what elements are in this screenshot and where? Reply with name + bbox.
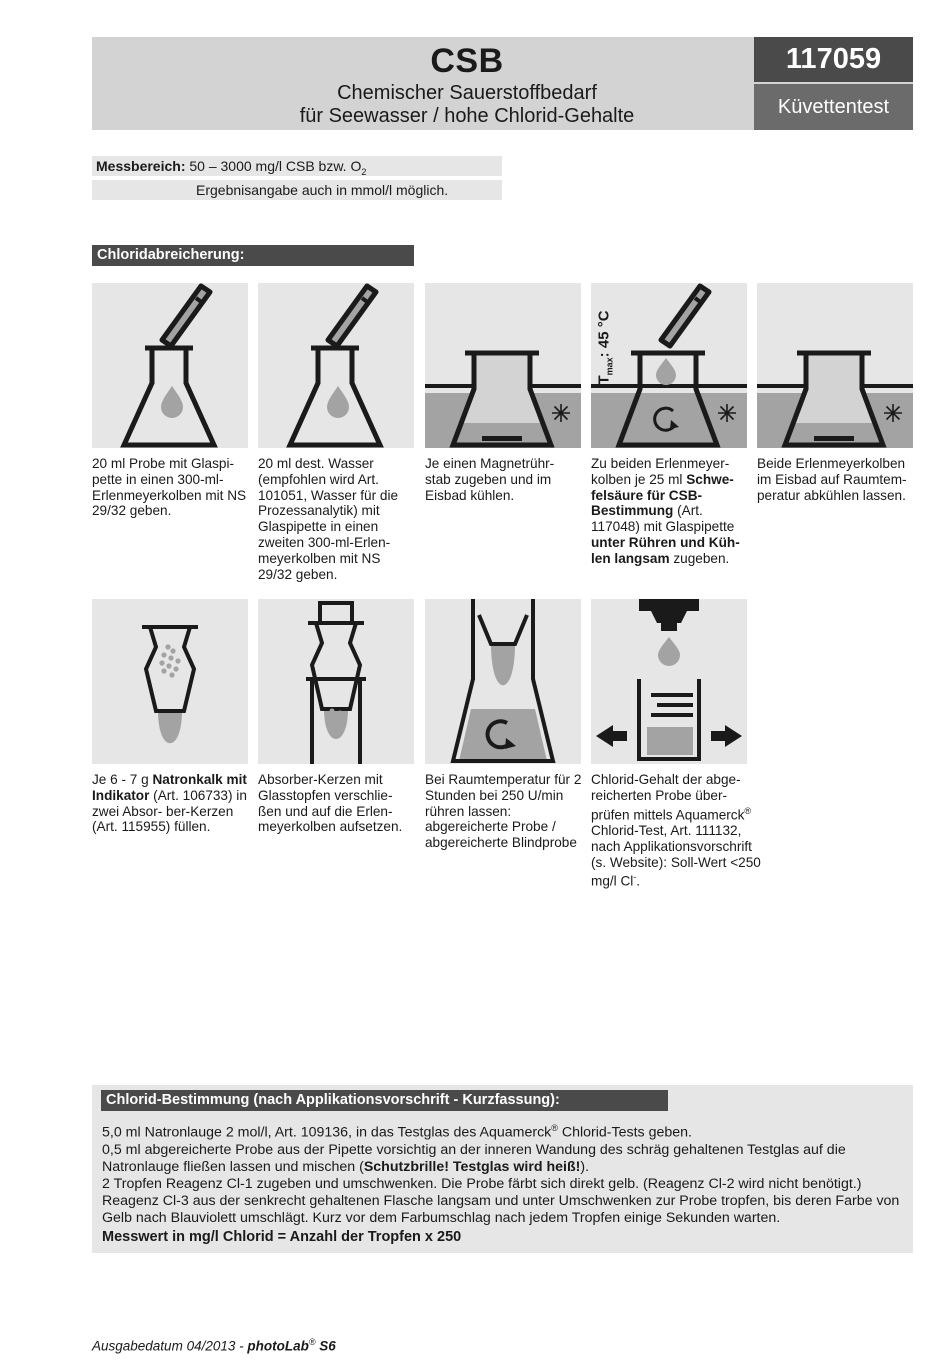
drop-icon <box>327 386 349 418</box>
result-formula: Messwert in mg/l Chlorid = Anzahl der Tropfen x 250 <box>102 1229 462 1245</box>
step-3-text: Je einen Magnetrühr- stab zugeben und im Eisbad kühlen. <box>425 456 555 503</box>
step-7-illustration <box>258 599 414 764</box>
snowflake-icon <box>718 404 736 422</box>
step-9-text: Chlorid-Gehalt der abge- reicherten Probe über- prüfen mittels Aquamerck® Chlorid-Test, Art. 111132, nach Applikationsvorschrift (s. Website): Soll-Wert <250 mg/l Cl-. <box>591 772 761 889</box>
arrow-left-icon <box>596 725 627 747</box>
drop-icon <box>658 637 680 666</box>
stir-bar-icon <box>482 436 522 441</box>
instruction-line-3: 2 Tropfen Reagenz Cl-1 zugeben und umschwenken. Die Probe färbt sich direkt gelb. (Reagenz Cl-2 wird nicht benötigt.) <box>102 1175 862 1192</box>
step-2-illustration <box>258 283 414 448</box>
step-5-illustration <box>757 283 913 448</box>
dropper-bottle-icon <box>639 599 699 631</box>
drop-icon <box>656 358 676 385</box>
step-5-text: Beide Erlenmeyerkolben im Eisbad auf Raumtem- peratur abkühlen lassen. <box>757 456 907 503</box>
measuring-range-label: Messbereich: <box>96 158 186 174</box>
step-1-illustration <box>92 283 248 448</box>
step-4-illustration <box>591 283 747 448</box>
step-9-illustration <box>591 599 747 764</box>
subtitle-line-1: Chemischer Sauerstoffbedarf <box>337 82 597 104</box>
article-number: 117059 <box>754 37 913 82</box>
absorber-candle-icon <box>142 627 198 711</box>
soda-lime-granules-icon <box>159 644 180 677</box>
footer: Ausgabedatum 04/2013 - photoLab® S6 <box>92 1337 336 1354</box>
determination-instructions <box>102 1120 912 1227</box>
step-8-illustration <box>425 599 581 764</box>
section-chloride-depletion: Chloridabreicherung: <box>92 245 414 266</box>
step-6-illustration <box>92 599 248 764</box>
step-4-text: Zu beiden Erlenmeyer- kolben je 25 ml Schwe- felsäure für CSB- Bestimmung (Art. 117048) mit Glaspipette unter Rühren und Küh- len langsam zugeben. <box>591 456 740 566</box>
measuring-range-value: 50 – 3000 mg/l CSB bzw. O <box>189 158 362 174</box>
arrow-right-icon <box>711 725 742 747</box>
step-2-text: 20 ml dest. Wasser (empfohlen wird Art. 101051, Wasser für die Prozessanalytik) mit Glaspipette in einen zweiten 300-ml-Erlen- meyerkolben mit NS 29/32 geben. <box>258 456 399 582</box>
instruction-line-2: 0,5 ml abgereicherte Probe aus der Pipette vorsichtig an der inneren Wandung des schräg gehaltenen Testglas auf die Natronlauge fließen lassen und mischen (Schutzbrille! Testglas wird heiß!). <box>102 1141 846 1175</box>
subtitle-line-2: für Seewasser / hohe Chlorid-Gehalte <box>299 105 635 127</box>
step-1-text: 20 ml Probe mit Glaspi- pette in einen 300-ml- Erlenmeyerkolben mit NS 29/32 geben. <box>92 456 247 519</box>
max-temperature-label: $T_{max}$: 45 °C <box>595 310 615 385</box>
absorber-candle-icon <box>306 603 366 764</box>
step-3-illustration <box>425 283 581 448</box>
step-8-text: Bei Raumtemperatur für 2 Stunden bei 250 U/min rühren lassen: abgereicherte Probe / abgereicherte Blindprobe <box>425 772 582 851</box>
safety-warning: Schutzbrille! Testglas wird heiß! <box>363 1158 581 1175</box>
product-name: photoLab <box>247 1338 309 1354</box>
pipette-icon <box>162 286 210 346</box>
snowflake-icon <box>884 404 902 422</box>
step-6-text: Je 6 - 7 g Natronkalk mit Indikator (Art. 106733) in zwei Absor- ber-Kerzen (Art. 115955) füllen. <box>92 772 247 835</box>
drop-icon <box>161 386 183 418</box>
step-7-text: Absorber-Kerzen mit Glasstopfen verschlie- ßen und auf die Erlen- meyerkolben aufsetzen. <box>258 772 403 835</box>
measuring-range: Messbereich: 50 – 3000 mg/l CSB bzw. $O_2$ <box>92 156 502 176</box>
pipette-icon <box>661 286 709 346</box>
section-chloride-determination: Chlorid-Bestimmung (nach Applikationsvorschrift - Kurzfassung): <box>101 1090 668 1111</box>
stir-bar-icon <box>814 436 854 441</box>
instruction-line-4: Reagenz Cl-3 aus der senkrecht gehaltenen Flasche langsam und unter Umschwenken zur Probe tropfen, bis deren Farbe von Gelb nach Blauviolett umschlägt. Kurz vor dem Farbumschlag nach jedem Tropfen einige Sekunden warten. <box>102 1192 900 1226</box>
issue-date: Ausgabedatum 04/2013 - <box>92 1338 248 1354</box>
pipette-icon <box>328 286 376 346</box>
measuring-range-note: Ergebnisangabe auch in mmol/l möglich. <box>92 180 502 200</box>
test-type: Küvettentest <box>754 84 913 130</box>
snowflake-icon <box>552 404 570 422</box>
instruction-line-1: 5,0 ml Natronlauge 2 mol/l, Art. 109136, in das Testglas des Aquamerck® Chlorid-Tests geben. <box>102 1123 692 1141</box>
page-title: CSB <box>430 42 504 80</box>
product-model: S6 <box>315 1338 336 1354</box>
